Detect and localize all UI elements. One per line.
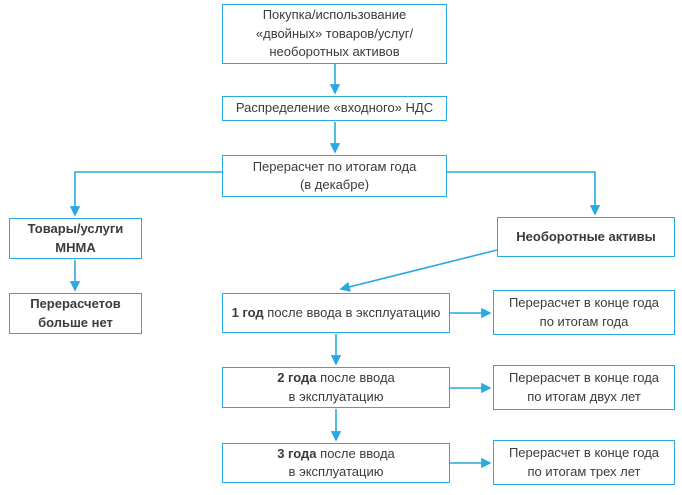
node-text-line: Покупка/использование	[262, 7, 407, 23]
node-year-end-recalculation	[222, 155, 447, 197]
node-text-bold: 2 года	[277, 370, 317, 385]
arrow-recalc-to-noncurrent	[447, 172, 595, 214]
node-text-line: Перерасчет по итогам года	[252, 158, 417, 174]
node-text-line: Необоротные активы	[516, 228, 656, 244]
node-text-line: Распределение «входного» НДС	[235, 100, 434, 116]
arrow-noncurrent-to-year1	[341, 250, 497, 289]
node-text-rest: после ввода	[316, 370, 395, 385]
node-recalc-year-end-one-year	[493, 290, 675, 335]
node-no-more-recalculations	[9, 293, 142, 334]
node-text-line: по итогам двух лет	[527, 388, 641, 404]
node-text-line: Перерасчет в конце года	[508, 370, 660, 385]
node-text-line: больше нет	[38, 314, 113, 330]
node-purchase-dual-use	[222, 4, 447, 64]
node-text-line: в эксплуатацию	[288, 464, 384, 479]
node-text-line: по итогам трех лет	[527, 463, 641, 479]
node-year1-after-commissioning	[222, 293, 450, 333]
node-text-line: «двойных» товаров/услуг/	[255, 25, 414, 41]
node-text-rest: после ввода в эксплуатацию	[263, 304, 441, 320]
node-year3-after-commissioning	[222, 443, 450, 483]
arrow-recalc-to-goods	[75, 172, 222, 215]
node-text-line: Перерасчет в конце года	[508, 295, 660, 310]
node-recalc-year-end-three-years	[493, 440, 675, 485]
node-text-line: МНМА	[55, 239, 96, 255]
node-noncurrent-assets	[497, 217, 675, 257]
node-recalc-year-end-two-years	[493, 365, 675, 410]
node-text-line: (в декабре)	[299, 177, 370, 192]
node-text-line: в эксплуатацию	[288, 388, 384, 404]
node-text-bold: 3 года	[277, 445, 317, 461]
node-text-line: Перерасчетов	[30, 296, 121, 311]
node-goods-services-mnma	[9, 218, 142, 259]
node-text-line	[277, 369, 395, 388]
node-text-line	[277, 445, 395, 464]
node-text-line: Товары/услуги	[27, 221, 124, 236]
node-input-vat-distribution	[222, 96, 447, 121]
node-text-rest: после ввода	[316, 445, 395, 461]
node-text-bold: 1 год	[231, 304, 264, 320]
node-text-line: по итогам года	[539, 313, 629, 329]
node-text-line	[232, 304, 441, 323]
node-year2-after-commissioning	[222, 367, 450, 408]
node-text-line: Перерасчет в конце года	[508, 445, 660, 460]
node-text-line: необоротных активов	[269, 44, 400, 60]
